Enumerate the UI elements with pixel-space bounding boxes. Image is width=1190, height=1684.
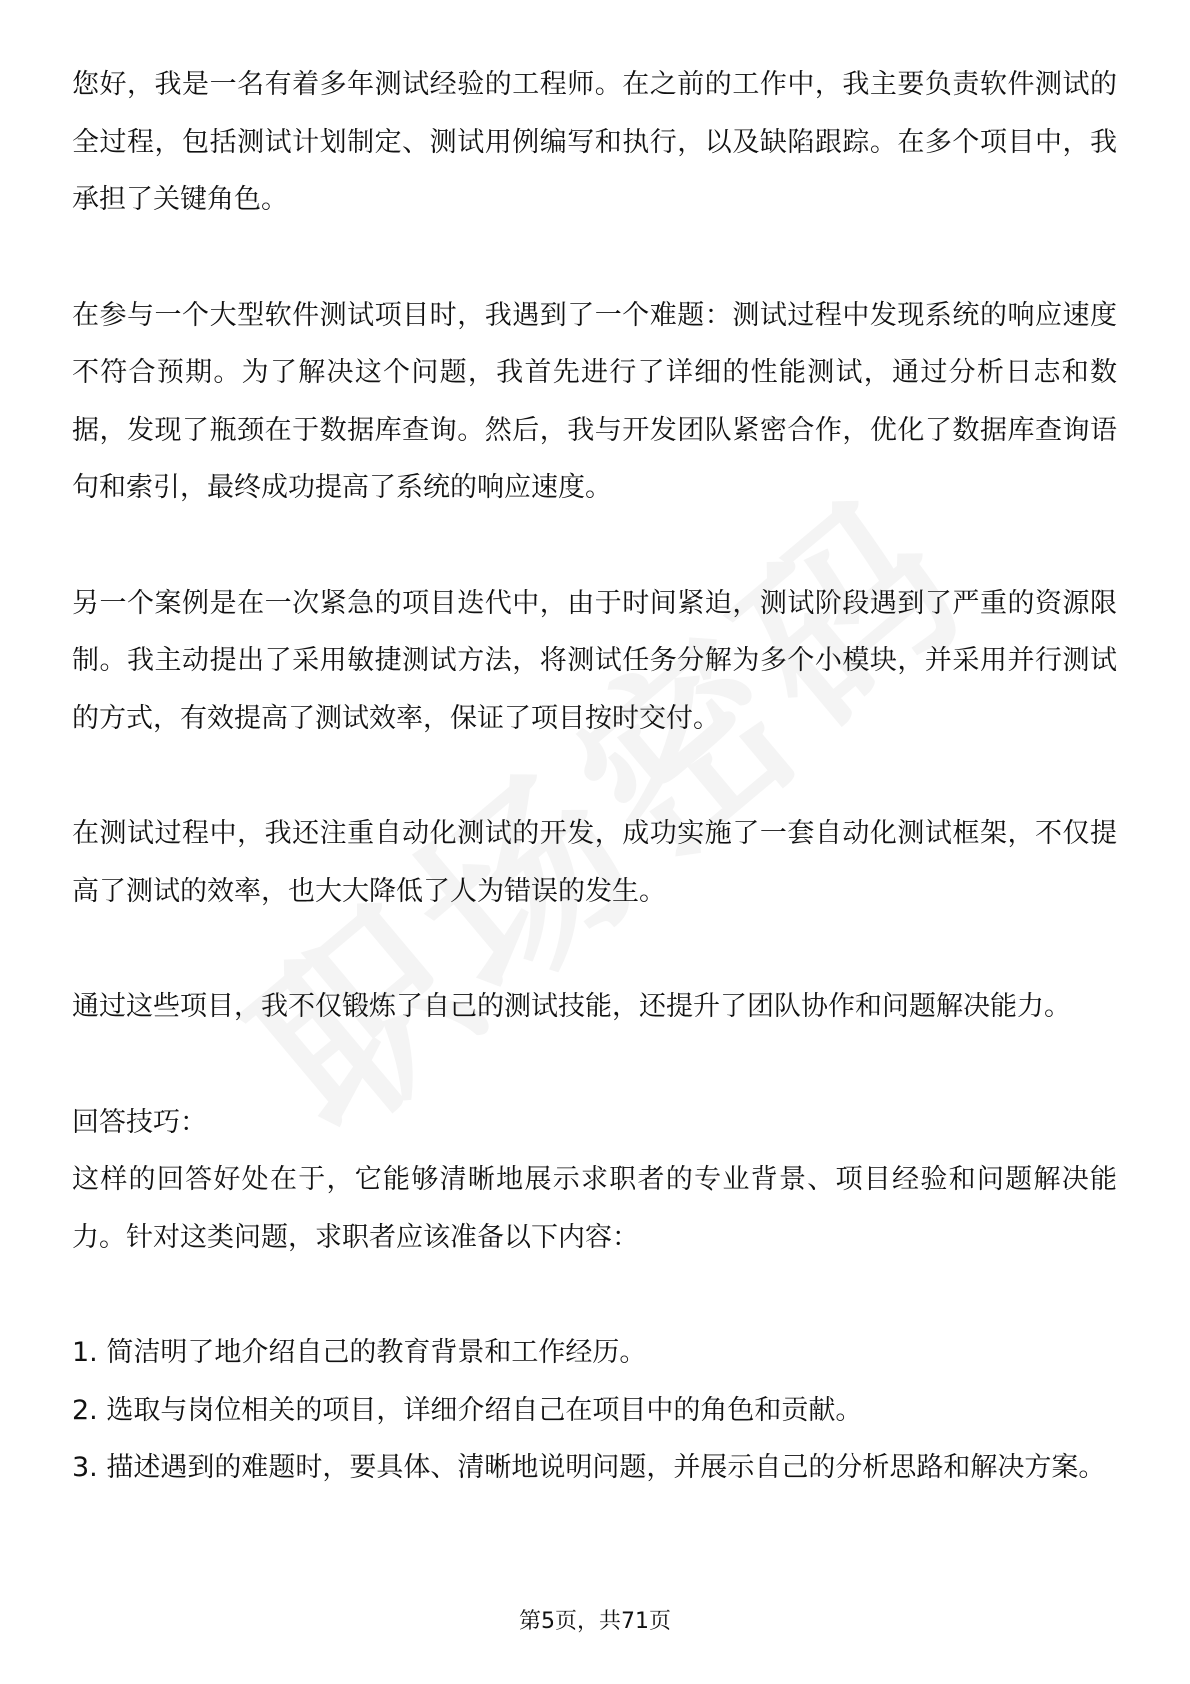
paragraph-case-performance: 在参与一个大型软件测试项目时，我遇到了一个难题：测试过程中发现系统的响应速度不符合预期。为了解决这个问题，我首先进行了详细的性能测试，通过分析日志和数据，发现了瓶颈在于数据库查询。然后，我与开发团队紧密合作，优化了数据库查询语句和索引，最终成功提高了系统的响应速度。 (72, 299, 1117, 503)
tips-list (72, 1324, 1117, 1497)
tips-list-item: 3. 描述遇到的难题时，要具体、清晰地说明问题，并展示自己的分析思路和解决方案。 (72, 1452, 1106, 1483)
tips-heading: 回答技巧： (72, 1106, 207, 1138)
tips-list-item: 2. 选取与岗位相关的项目，详细介绍自己在项目中的角色和贡献。 (72, 1394, 863, 1426)
tips-list-item: 1. 简洁明了地介绍自己的教育背景和工作经历。 (72, 1337, 647, 1368)
document-body (72, 56, 1117, 1497)
tips-intro: 这样的回答好处在于，它能够清晰地展示求职者的专业背景、项目经验和问题解决能力。针对这类问题，求职者应该准备以下内容： (72, 1164, 1117, 1253)
paragraph-automation: 在测试过程中，我还注重自动化测试的开发，成功实施了一套自动化测试框架，不仅提高了测试的效率，也大大降低了人为错误的发生。 (72, 818, 1117, 907)
paragraph-case-agile: 另一个案例是在一次紧急的项目迭代中，由于时间紧迫，测试阶段遇到了严重的资源限制。我主动提出了采用敏捷测试方法，将测试任务分解为多个小模块，并采用并行测试的方式，有效提高了测试效率，保证了项目按时交付。 (72, 587, 1117, 734)
page-number: 第5页，共71页 (519, 1609, 671, 1634)
tips-section (72, 1094, 1117, 1497)
paragraph-intro: 您好，我是一名有着多年测试经验的工程师。在之前的工作中，我主要负责软件测试的全过程，包括测试计划制定、测试用例编写和执行，以及缺陷跟踪。在多个项目中，我承担了关键角色。 (72, 69, 1117, 215)
paragraph-summary: 通过这些项目，我不仅锻炼了自己的测试技能，还提升了团队协作和问题解决能力。 (72, 991, 1071, 1022)
